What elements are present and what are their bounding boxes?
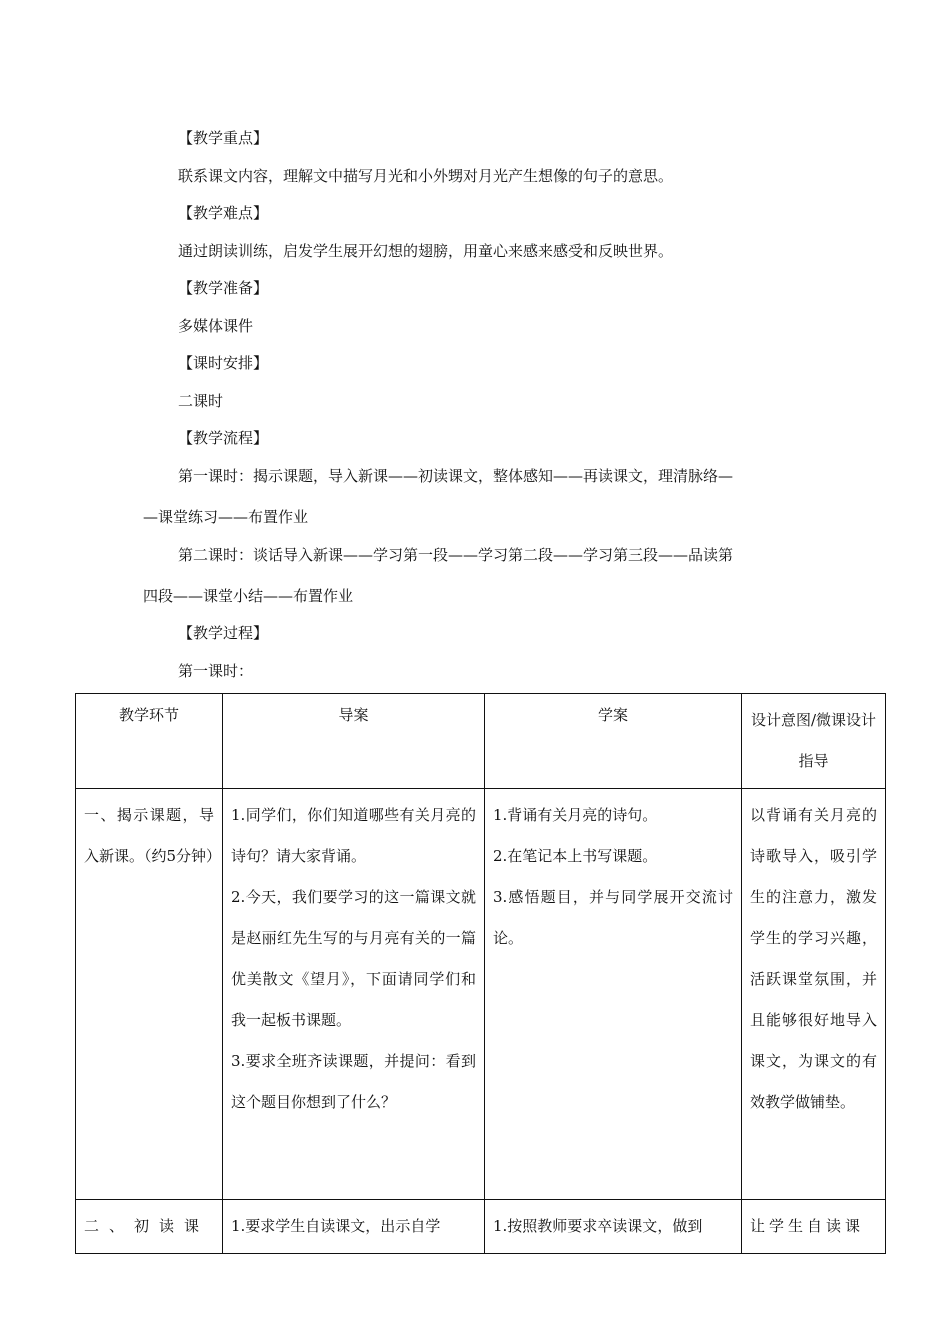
- stage-cell: [76, 1200, 223, 1254]
- preparation-text: 多媒体课件: [178, 317, 254, 335]
- header-stage: 教学环节: [76, 694, 223, 789]
- stage-cell: [76, 789, 223, 1200]
- flow-second-lesson-line1: 第二课时：谈话导入新课——学习第一段——学习第二段——学习第三段——品读第: [178, 546, 734, 564]
- lesson-plan-table: [75, 693, 886, 1254]
- table-header-row: [76, 694, 886, 789]
- stage-text: 一、揭示课题，导入新课。（约5分钟）: [84, 806, 222, 865]
- guide-item: 3.要求全班齐读课题，并提问：看到这个题目你想到了什么？: [231, 1052, 476, 1111]
- key-point-text: 联系课文内容，理解文中描写月光和小外甥对月光产生想像的句子的意思。: [178, 167, 674, 185]
- difficulty-heading: 【教学难点】: [178, 204, 269, 222]
- header-guide: 导案: [223, 694, 485, 789]
- key-point-heading: 【教学重点】: [178, 129, 269, 147]
- study-item: 1.按照教师要求卒读课文，做到: [493, 1217, 703, 1235]
- preparation-heading: 【教学准备】: [178, 279, 269, 297]
- table-row: [76, 789, 886, 1200]
- study-item: 1.背诵有关月亮的诗句。: [493, 806, 658, 824]
- process-heading: 【教学过程】: [178, 624, 269, 642]
- study-item: 2.在笔记本上书写课题。: [493, 847, 658, 865]
- guide-item: 1.要求学生自读课文，出示自学: [231, 1217, 441, 1235]
- intent-text: 让学生自读课: [750, 1217, 865, 1235]
- guide-item: 1.同学们，你们知道哪些有关月亮的诗句？请大家背诵。: [231, 806, 476, 865]
- guide-item: 2.今天，我们要学习的这一篇课文就是赵丽红先生写的与月亮有关的一篇优美散文《望月》，下面请同学们和我一起板书课题。: [231, 888, 476, 1029]
- intent-cell: [742, 1200, 886, 1254]
- guide-cell: [223, 789, 485, 1200]
- difficulty-text: 通过朗读训练，启发学生展开幻想的翅膀，用童心来感来感受和反映世界。: [178, 242, 674, 260]
- schedule-text: 二课时: [178, 392, 224, 410]
- study-cell: [485, 1200, 742, 1254]
- first-lesson-label: 第一课时：: [178, 662, 254, 680]
- study-cell: [485, 789, 742, 1200]
- schedule-heading: 【课时安排】: [178, 354, 269, 372]
- flow-heading: 【教学流程】: [178, 429, 269, 447]
- stage-text: 二、初读课: [84, 1217, 210, 1235]
- header-study: 学案: [485, 694, 742, 789]
- flow-first-lesson-line1: 第一课时：揭示课题，导入新课——初读课文，整体感知——再读课文，理清脉络—: [178, 467, 734, 485]
- guide-cell: [223, 1200, 485, 1254]
- intent-cell: [742, 789, 886, 1200]
- table-row: [76, 1200, 886, 1254]
- flow-first-lesson-line2: —课堂练习——布置作业: [143, 508, 309, 526]
- header-intent: 设计意图/微课设计指导: [742, 694, 886, 789]
- study-item: 3.感悟题目，并与同学展开交流讨论。: [493, 888, 733, 947]
- flow-second-lesson-line2: 四段——课堂小结——布置作业: [143, 587, 354, 605]
- intent-text: 以背诵有关月亮的诗歌导入，吸引学生的注意力，激发学生的学习兴趣，活跃课堂氛围，并且能够很好地导入课文，为课文的有效教学做铺垫。: [750, 806, 877, 1111]
